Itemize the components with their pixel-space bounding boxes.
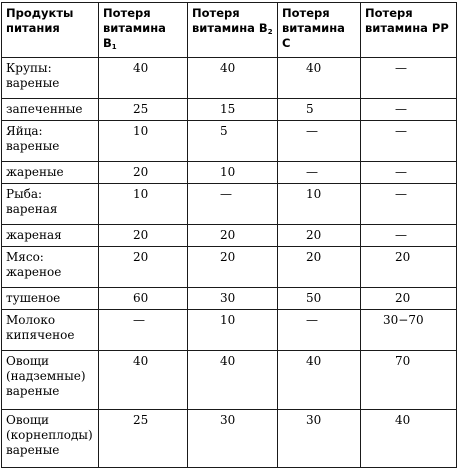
header-c-line1: Потеря (282, 6, 330, 20)
cell-product: Овощи (корнеплоды) вареные (2, 410, 99, 468)
cell-c: 20 (278, 225, 361, 247)
cell-b1: 20 (99, 225, 188, 247)
cell-b2: 15 (188, 99, 278, 121)
cell-pp: 20 (361, 247, 457, 288)
cell-b1: 10 (99, 184, 188, 225)
table-row (2, 58, 457, 99)
header-b1 (99, 3, 188, 58)
cell-pp: — (361, 121, 457, 162)
cell-b2: 30 (188, 288, 278, 310)
table-row (2, 410, 457, 468)
cell-c: 50 (278, 288, 361, 310)
cell-c: — (278, 121, 361, 162)
header-row (2, 3, 457, 58)
cell-b2: 20 (188, 247, 278, 288)
cell-b1: 40 (99, 351, 188, 410)
cell-c: 40 (278, 58, 361, 99)
cell-pp: — (361, 184, 457, 225)
cell-b1: 40 (99, 58, 188, 99)
cell-product: Мясо: жареное (2, 247, 99, 288)
cell-pp: 40 (361, 410, 457, 468)
header-pp-line2: витамина PP (365, 21, 449, 35)
header-b2-line1: Потеря (192, 6, 240, 20)
cell-b1: 25 (99, 410, 188, 468)
cell-pp: 30−70 (361, 310, 457, 351)
cell-c: 30 (278, 410, 361, 468)
cell-b1: 25 (99, 99, 188, 121)
cell-b2: 10 (188, 310, 278, 351)
table-row (2, 247, 457, 288)
cell-b1: — (99, 310, 188, 351)
cell-product: запеченные (2, 99, 99, 121)
cell-product: Рыба: вареная (2, 184, 99, 225)
cell-b2: 40 (188, 58, 278, 99)
table-row (2, 162, 457, 184)
header-pp (361, 3, 457, 58)
table-row (2, 351, 457, 410)
cell-product: жареные (2, 162, 99, 184)
cell-product: Овощи (надземные) вареные (2, 351, 99, 410)
header-products-line1: Продукты (6, 6, 74, 20)
table-row (2, 121, 457, 162)
cell-b1: 60 (99, 288, 188, 310)
cell-b2: 10 (188, 162, 278, 184)
cell-product: Крупы: вареные (2, 58, 99, 99)
cell-c: 5 (278, 99, 361, 121)
table-row (2, 310, 457, 351)
vitamin-loss-table (1, 2, 457, 468)
header-c-line2: витамина C (282, 21, 345, 50)
header-products (2, 3, 99, 58)
cell-c: 20 (278, 247, 361, 288)
cell-pp: — (361, 58, 457, 99)
table-row (2, 225, 457, 247)
cell-product: Молоко кипяченое (2, 310, 99, 351)
header-b1-line1: Потеря (103, 6, 151, 20)
table-row (2, 184, 457, 225)
cell-pp: — (361, 162, 457, 184)
cell-pp: 70 (361, 351, 457, 410)
vitamin-loss-table-container (1, 2, 457, 468)
header-pp-line1: Потеря (365, 6, 413, 20)
cell-c: — (278, 310, 361, 351)
cell-product: Яйца: вареные (2, 121, 99, 162)
cell-pp: — (361, 99, 457, 121)
header-b2-line2: витамина B (192, 21, 268, 35)
cell-pp: — (361, 225, 457, 247)
header-products-line2: питания (6, 21, 60, 35)
cell-b1: 20 (99, 162, 188, 184)
table-row (2, 288, 457, 310)
table-row (2, 99, 457, 121)
header-c (278, 3, 361, 58)
cell-b1: 20 (99, 247, 188, 288)
header-b2-subscript: 2 (267, 28, 273, 36)
cell-b2: 40 (188, 351, 278, 410)
cell-c: 10 (278, 184, 361, 225)
header-b1-line2: витамина B (103, 21, 166, 50)
header-b2 (188, 3, 278, 58)
cell-c: — (278, 162, 361, 184)
cell-b1: 10 (99, 121, 188, 162)
cell-b2: 20 (188, 225, 278, 247)
cell-product: жареная (2, 225, 99, 247)
cell-b2: 30 (188, 410, 278, 468)
cell-b2: 5 (188, 121, 278, 162)
cell-c: 40 (278, 351, 361, 410)
header-b1-subscript: 1 (111, 43, 117, 51)
cell-product: тушеное (2, 288, 99, 310)
cell-pp: 20 (361, 288, 457, 310)
cell-b2: — (188, 184, 278, 225)
